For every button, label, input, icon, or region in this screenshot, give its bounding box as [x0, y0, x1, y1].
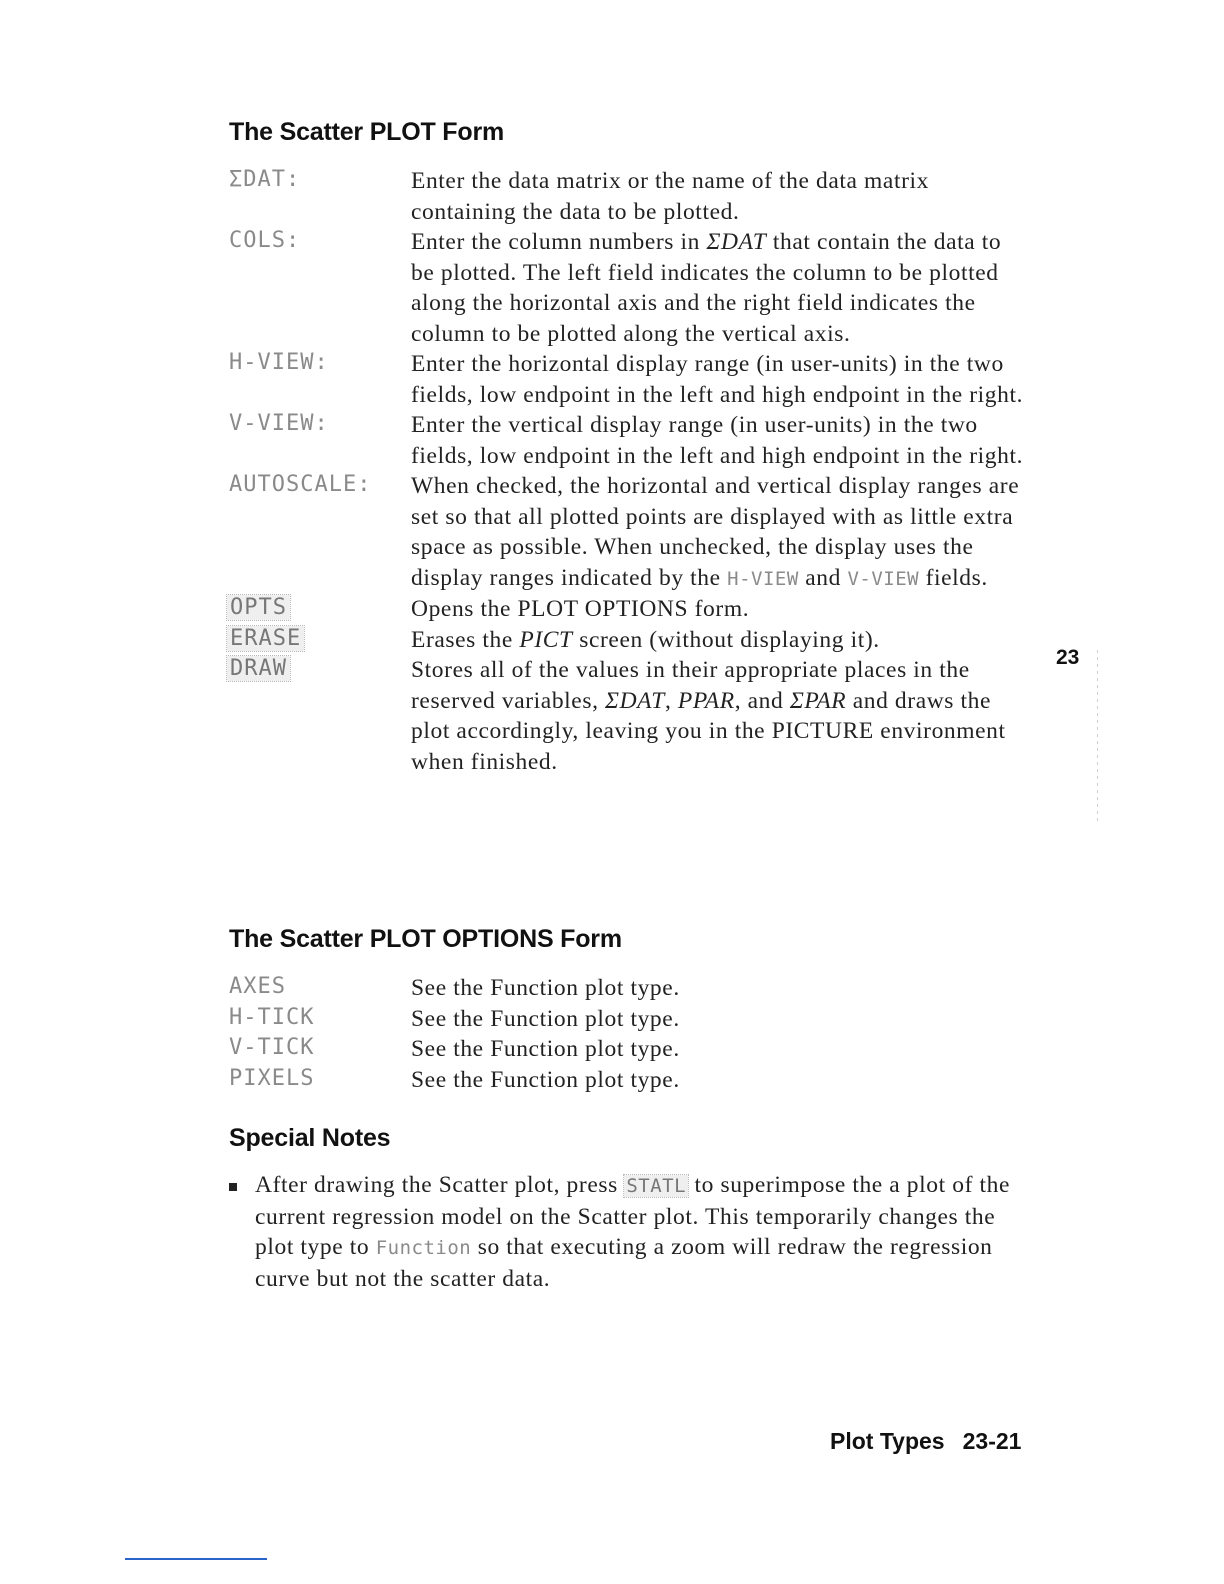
- field-label-cols: COLS:: [229, 228, 301, 253]
- text-run: When checked, the horizontal and vertical display ranges are set so that all plotted points are displayed with as little extra space as possible. When unchecked, the display uses the display ranges indicated by the: [411, 473, 1020, 591]
- variable-name: ΣDAT: [706, 229, 767, 255]
- field-label-axes: AXES: [229, 974, 286, 999]
- field-description: [411, 655, 1026, 777]
- text-run: Enter the vertical display range (in user-units) in the two fields, low endpoint in the left and high endpoint in the right.: [411, 412, 1024, 469]
- text-run: See the Function plot type.: [411, 1066, 680, 1093]
- softkey-draw[interactable]: DRAW: [227, 656, 290, 681]
- field-description: [411, 166, 1026, 227]
- text-run: See the Function plot type.: [411, 975, 680, 1001]
- calculator-field-name: V-VIEW: [847, 567, 920, 590]
- scatter-plot-form-field-list: [229, 166, 1029, 777]
- footer-chapter-title: Plot Types: [830, 1428, 945, 1454]
- field-label-v-tick: V-TICK: [229, 1035, 315, 1060]
- text-run: so that executing a zoom will redraw the regression curve but not the scatter data.: [255, 1234, 993, 1292]
- text-run: Stores all of the values in their appropriate places in the reserved variables,: [411, 657, 970, 714]
- note-item: [229, 1170, 1029, 1294]
- field-row-v-tick: [229, 1034, 1029, 1065]
- section-title-scatter-plot-form: The Scatter PLOT Form: [229, 118, 505, 146]
- field-description: [411, 1034, 1026, 1065]
- field-label-h-view: H-VIEW:: [229, 350, 329, 375]
- field-description: [411, 1065, 1026, 1096]
- field-row-h-tick: [229, 1004, 1029, 1035]
- scatter-plot-options-field-list: [229, 973, 1029, 1095]
- field-description: [411, 227, 1026, 349]
- field-row-erase: [229, 625, 1029, 656]
- field-description: [411, 625, 1026, 656]
- field-description: [411, 594, 1026, 625]
- text-run: Opens the PLOT OPTIONS form.: [411, 596, 750, 622]
- field-row-autoscale: [229, 471, 1029, 594]
- field-row-opts: [229, 594, 1029, 625]
- text-run: screen (without displaying it).: [572, 626, 880, 653]
- field-label-v-view: V-VIEW:: [229, 411, 329, 436]
- field-label-dat: ΣDAT:: [229, 167, 301, 192]
- special-notes-list: [229, 1170, 1029, 1294]
- variable-name: ΣDAT: [605, 687, 665, 714]
- text-run: Erases the: [411, 626, 520, 653]
- text-run: Enter the horizontal display range (in user-units) in the two fields, low endpoint in the left and high endpoint in the right.: [411, 351, 1024, 408]
- bottom-rule: [125, 1558, 267, 1560]
- text-run: Enter the column numbers in: [411, 229, 707, 255]
- page-footer: [830, 1428, 1021, 1455]
- field-row-draw: [229, 655, 1029, 777]
- field-label-pixels: PIXELS: [229, 1065, 315, 1091]
- softkey-opts[interactable]: OPTS: [227, 595, 290, 620]
- text-run: and: [798, 564, 848, 591]
- field-description: [411, 349, 1026, 410]
- text-run: that contain the data to be plotted. The left field indicates the column to be plotted along the horizontal axis and the right field indicates the column to be plotted along the vertical axis.: [411, 229, 1002, 347]
- field-row-pixels: [229, 1065, 1029, 1096]
- chapter-tab-marker: 23: [1056, 646, 1080, 669]
- variable-name: ΣPAR: [789, 687, 847, 714]
- page-edge-line: [1097, 650, 1098, 825]
- text-run: and draws the plot accordingly, leaving you in the PICTURE environment when finished.: [411, 687, 1006, 775]
- text-run: See the Function plot type.: [411, 1036, 680, 1062]
- section-title-special-notes: Special Notes: [229, 1124, 391, 1152]
- variable-name: PICT: [519, 626, 573, 653]
- field-label-h-tick: H-TICK: [229, 1004, 315, 1030]
- field-description: [411, 410, 1026, 471]
- field-description: [411, 973, 1026, 1004]
- bullet-icon: [229, 1183, 237, 1191]
- text-run: ,: [664, 687, 678, 714]
- field-description: [411, 1004, 1026, 1035]
- text-run: After drawing the Scatter plot, press: [255, 1172, 625, 1198]
- text-run: See the Function plot type.: [411, 1005, 680, 1032]
- footer-page-number: 23-21: [962, 1428, 1022, 1454]
- calculator-field-name: Function: [375, 1237, 472, 1259]
- field-row-v-view: [229, 410, 1029, 471]
- softkey-erase[interactable]: ERASE: [227, 626, 304, 651]
- text-run: Enter the data matrix or the name of the data matrix containing the data to be plotted.: [411, 168, 929, 225]
- text-run: , and: [734, 687, 790, 714]
- field-row-dat: [229, 166, 1029, 227]
- field-row-axes: [229, 973, 1029, 1004]
- text-run: fields.: [919, 564, 988, 591]
- variable-name: PPAR: [677, 687, 735, 714]
- softkey-label: STATL: [626, 1175, 687, 1197]
- field-row-h-view: [229, 349, 1029, 410]
- field-label-autoscale: AUTOSCALE:: [229, 472, 372, 497]
- field-description: [411, 471, 1026, 594]
- calculator-field-name: H-VIEW: [727, 567, 799, 590]
- text-run: to superimpose the a plot of the current regression model on the Scatter plot. This temporarily changes the plot type to: [255, 1172, 1011, 1260]
- field-row-cols: [229, 227, 1029, 349]
- section-title-scatter-plot-options-form: The Scatter PLOT OPTIONS Form: [229, 925, 622, 953]
- note-text: [255, 1170, 1025, 1294]
